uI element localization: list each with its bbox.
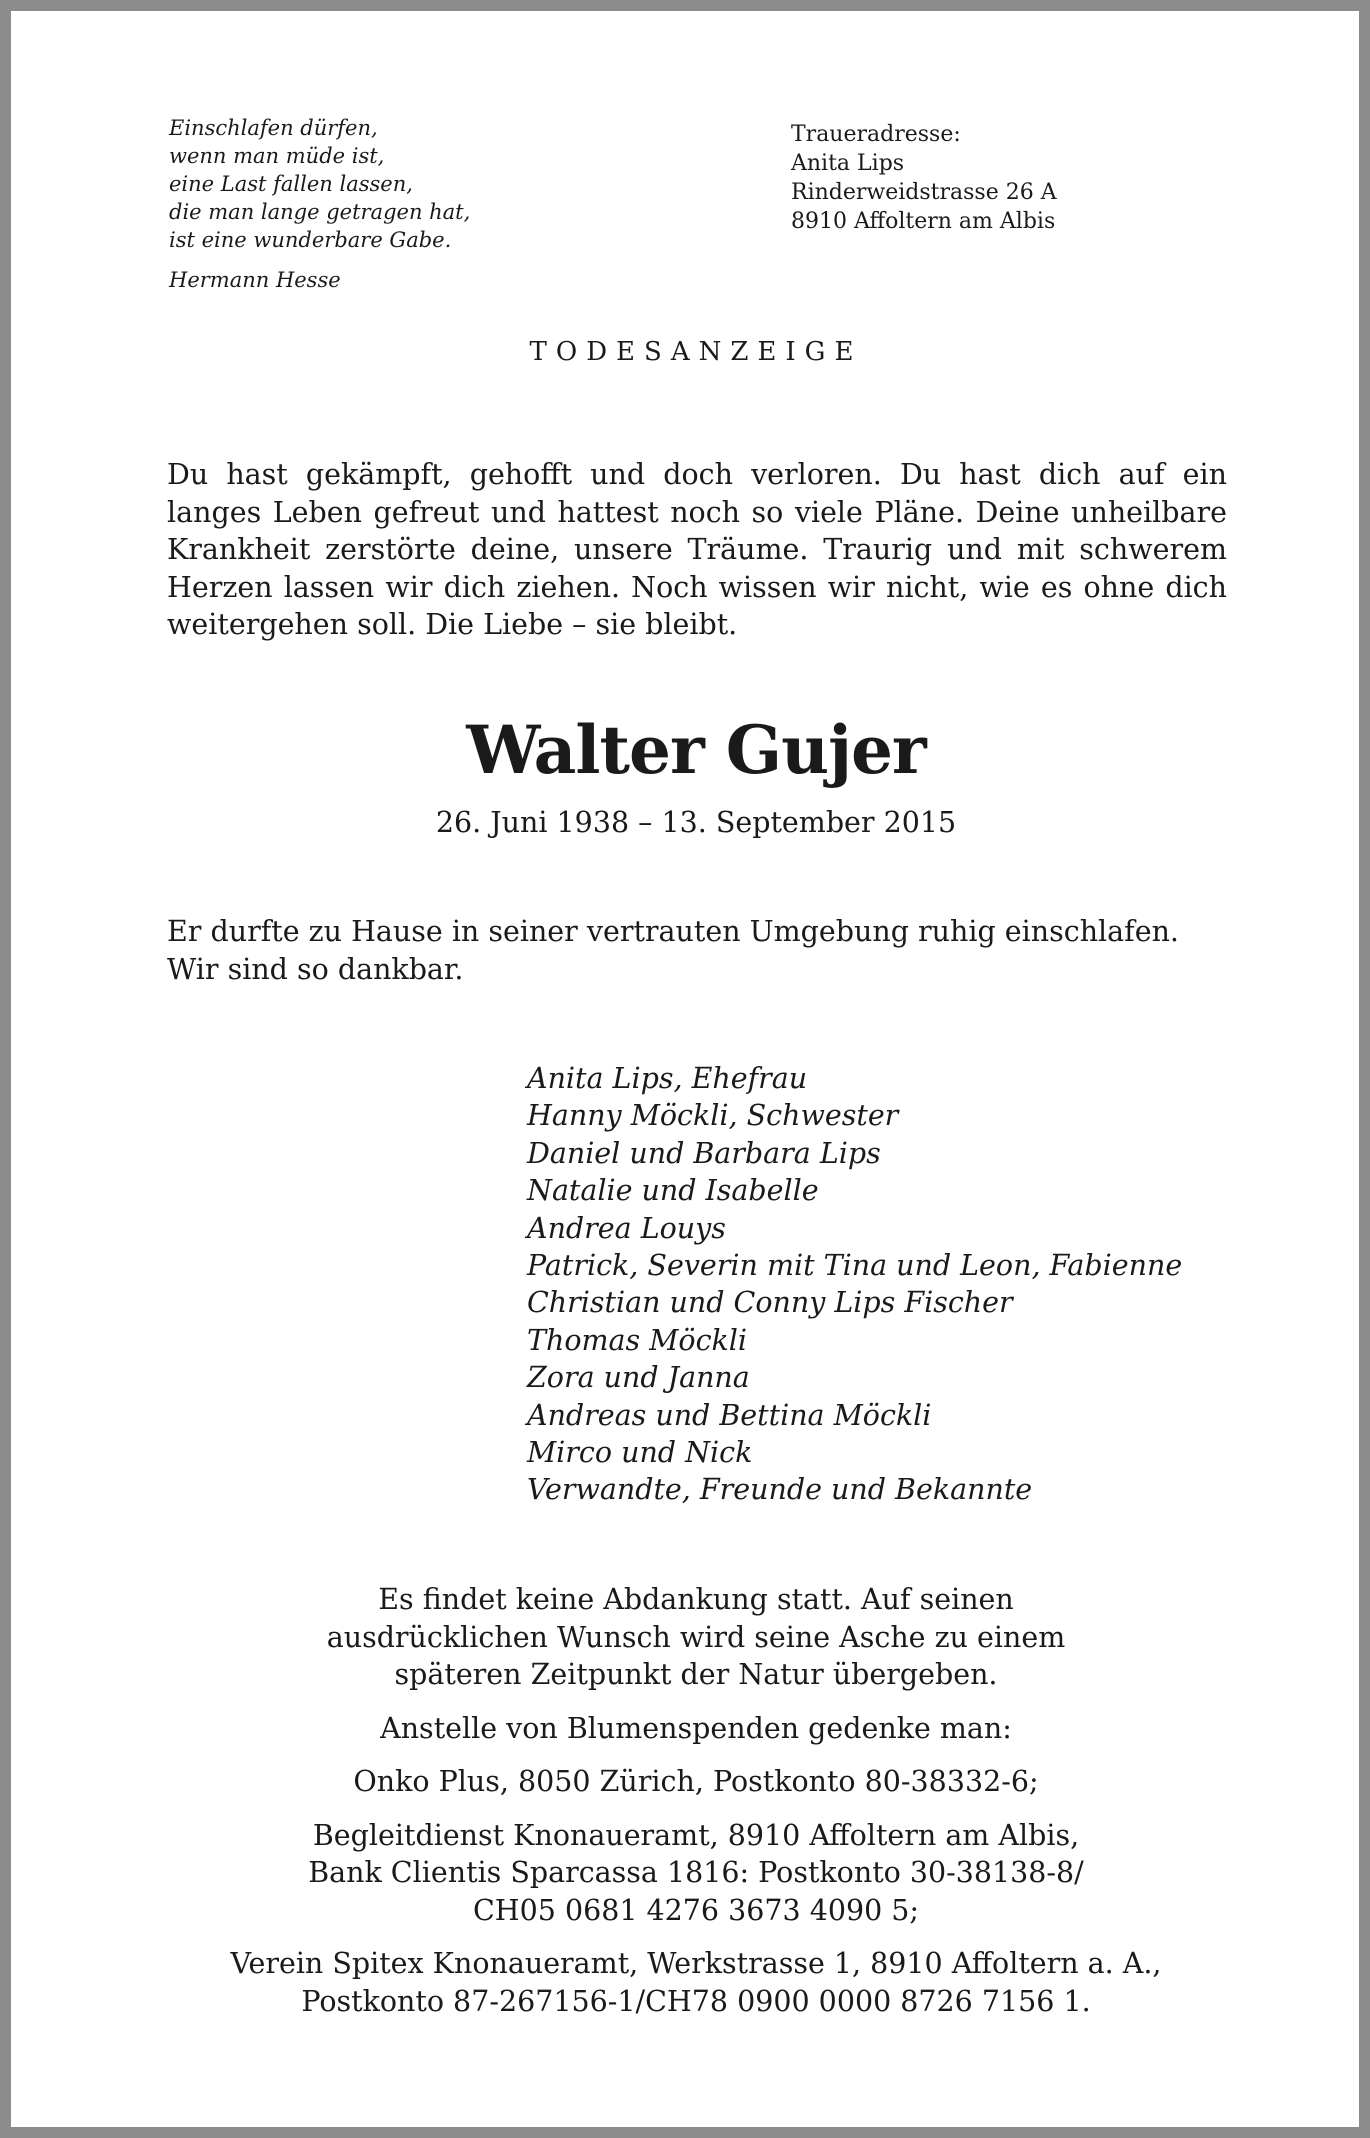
closing-line: CH05 0681 4276 3673 4090 5; (472, 1893, 920, 1927)
grateful-line: Wir sind so dankbar. (167, 952, 464, 986)
mourner: Hanny Möckli, Schwester (527, 1099, 899, 1133)
closing-line: Onko Plus, 8050 Zürich, Postkonto 80-38332-6; (353, 1765, 1039, 1798)
closing-section (11, 1581, 1370, 2036)
address-label: Traueradresse: (791, 122, 961, 147)
grateful-line: Er durfte zu Hause in seiner vertrauten Umgebung ruhig einschlafen. (167, 915, 1179, 948)
closing-line: Es findet keine Abdankung statt. Auf seinen (378, 1583, 1014, 1616)
closing-line: Begleitdienst Knonaueramt, 8910 Affoltern am Albis, (312, 1818, 1080, 1852)
closing-line: Bank Clientis Sparcassa 1816: Postkonto 30-38138-8/ (308, 1856, 1084, 1889)
notice-heading: TODESANZEIGE (529, 337, 863, 367)
abdankung-notice (11, 1581, 1370, 1694)
poem-author: Hermann Hesse (169, 268, 341, 292)
life-dates: 26. Juni 1938 – 13. September 2015 (435, 806, 957, 839)
poem (169, 114, 569, 294)
closing-line: Postkonto 87-267156-1/CH78 0900 0000 8726 7156 1. (301, 1984, 1091, 2018)
mourning-address (791, 120, 1057, 236)
closing-line: ausdrücklichen Wunsch wird seine Asche zu einem (326, 1620, 1066, 1654)
donation-onko (11, 1763, 1370, 1801)
deceased-name: Walter Gujer (466, 711, 926, 789)
closing-line: Anstelle von Blumenspenden gedenke man: (380, 1711, 1012, 1745)
poem-line: wenn man müde ist, (169, 144, 385, 168)
mourner: Anita Lips, Ehefrau (527, 1062, 808, 1095)
donation-begleitdienst (11, 1817, 1370, 1930)
mourner: Verwandte, Freunde und Bekannte (527, 1473, 1033, 1507)
closing-line: späteren Zeitpunkt der Natur übergeben. (394, 1658, 998, 1691)
intro-paragraph: Du hast gekämpft, gehofft und doch verloren. Du hast dich auf ein langes Leben gefreut und hattest noch so viele Pläne. Deine unheilbare Krankheit zerstörte deine, unsere Träume. Traurig und mit schwerem Herzen lassen wir dich ziehen. Noch wissen wir nicht, wie es ohne dich weitergehen soll. Die Liebe – sie bleibt. (167, 458, 1227, 641)
mourner: Christian und Conny Lips Fischer (527, 1286, 1013, 1320)
mourner: Andreas und Bettina Möckli (527, 1398, 932, 1432)
address-street: Rinderweidstrasse 26 A (791, 180, 1057, 205)
poem-line: Einschlafen dürfen, (169, 116, 378, 140)
poem-line: ist eine wunderbare Gabe. (169, 228, 452, 252)
donation-spitex (11, 1945, 1370, 2020)
address-city: 8910 Affoltern am Albis (791, 209, 1056, 234)
mourners-list (527, 1060, 1182, 1509)
mourner: Patrick, Severin mit Tina und Leon, Fabienne (527, 1249, 1183, 1283)
mourner: Andrea Louys (527, 1211, 726, 1245)
mourner: Daniel und Barbara Lips (527, 1136, 881, 1170)
poem-line: eine Last fallen lassen, (169, 172, 413, 196)
mourner: Natalie und Isabelle (527, 1174, 819, 1208)
poem-line: die man lange getragen hat, (169, 200, 471, 224)
donation-intro (11, 1710, 1370, 1748)
mourner: Zora und Janna (527, 1361, 750, 1395)
mourner: Thomas Möckli (527, 1323, 748, 1357)
closing-line: Verein Spitex Knonaueramt, Werkstrasse 1, 8910 Affoltern a. A., (230, 1947, 1162, 1980)
grateful-paragraph (167, 913, 1247, 988)
address-name: Anita Lips (791, 151, 905, 176)
mourner: Mirco und Nick (527, 1436, 753, 1470)
